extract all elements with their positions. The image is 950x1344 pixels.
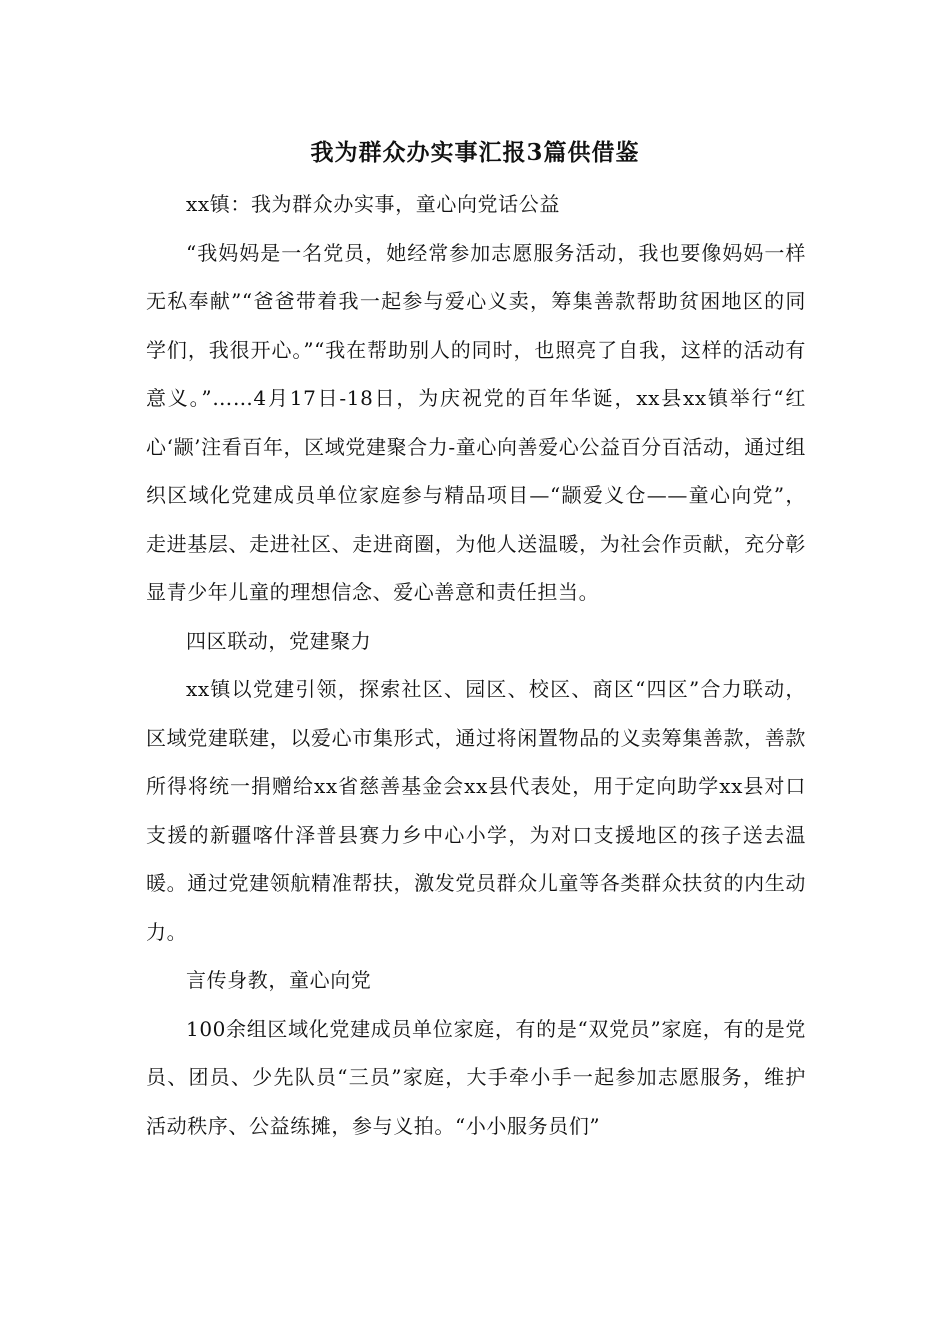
- paragraph-subtitle: xx镇：我为群众办实事，童心向党话公益: [186, 192, 560, 216]
- section-heading-teaching: 言传身教，童心向党: [186, 968, 372, 992]
- paragraph-intro: “我妈妈是一名党员，她经常参加志愿服务活动，我也要像妈妈一样无私奉献”“爸爸带着我一起参与爱心义卖，筹集善款帮助贫困地区的同学们，我很开心。”“我在帮助别人的同时，也照亮了自我，这样的活动有意义。”……4月17日-18日，为庆祝党的百年华诞，xx县xx镇举行“红心‘颛’注看百年，区域党建聚合力-童心向善爱心公益百分百活动，通过组织区域化党建成员单位家庭参与精品项目—“颛爱义仓——童心向党”，走进基层、走进社区、走进商圈，为他人送温暖，为社会作贡献，充分彰显青少年儿童的理想信念、爱心善意和责任担当。: [146, 240, 806, 604]
- paragraph-four-district: xx镇以党建引领，探索社区、园区、校区、商区“四区”合力联动，区域党建联建，以爱心市集形式，通过将闲置物品的义卖筹集善款，善款所得将统一捐赠给xx省慈善基金会xx县代表处，用于定向助学xx县对口支援的新疆喀什泽普县赛力乡中心小学，为对口支援地区的孩子送去温暖。通过党建领航精准帮扶，激发党员群众儿童等各类群众扶贫的内生动力。: [146, 677, 806, 944]
- section-heading-four-district: 四区联动，党建聚力: [186, 628, 372, 653]
- document-body: [146, 180, 806, 1150]
- document-title: 我为群众办实事汇报3篇供借鉴: [310, 139, 640, 166]
- paragraph-teaching: 100余组区域化党建成员单位家庭，有的是“双党员”家庭，有的是党员、团员、少先队员“三员”家庭，大手牵小手一起参加志愿服务，维护活动秩序、公益练摊，参与义拍。“小小服务员们”: [146, 1016, 806, 1138]
